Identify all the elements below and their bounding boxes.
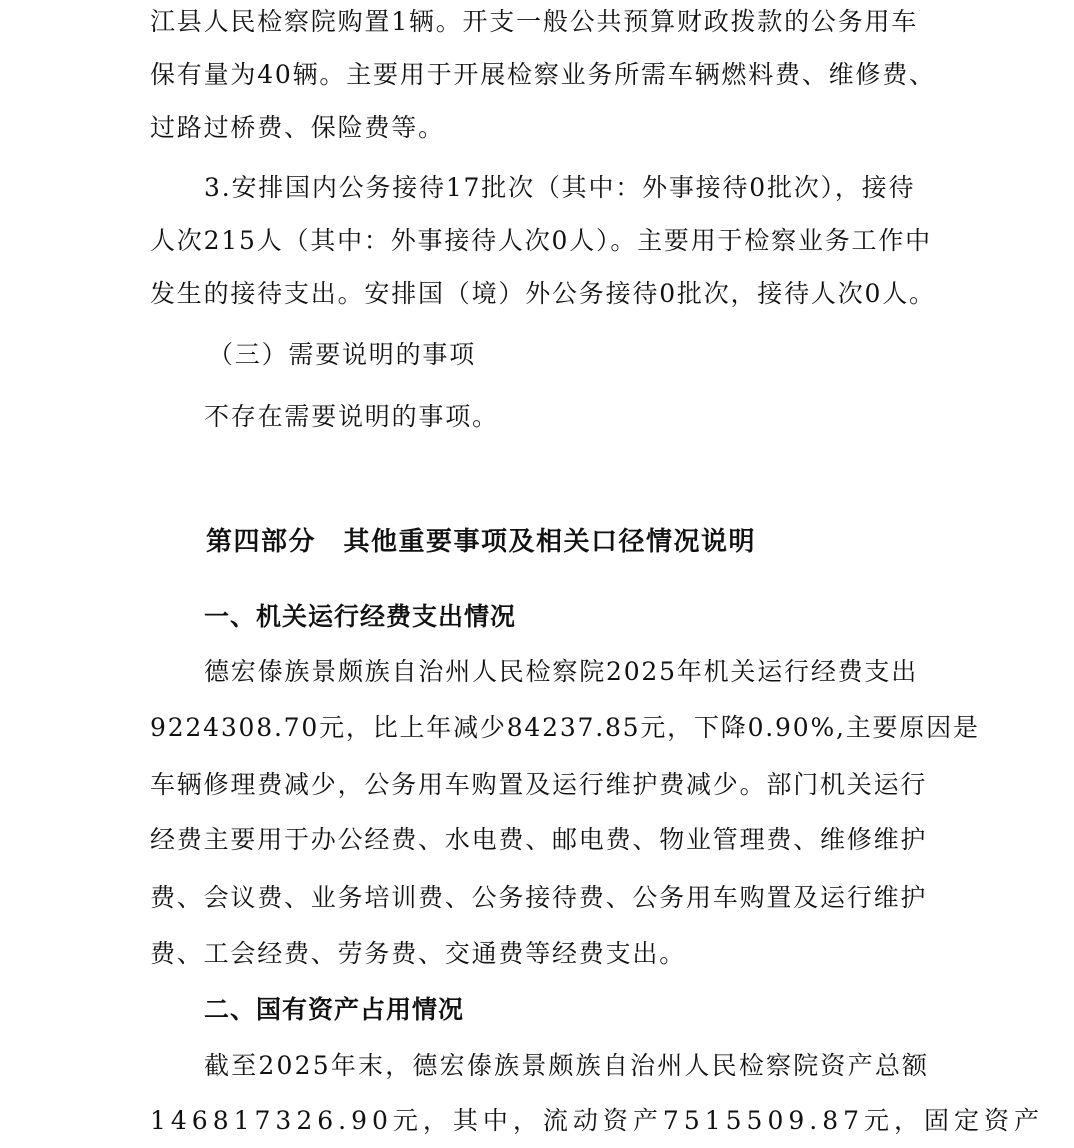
part-four-title: 第四部分 其他重要事项及相关口径情况说明 xyxy=(206,527,757,557)
section-one-line-2: 9224308.70元，比上年减少84237.85元，下降0.90%,主要原因是 xyxy=(150,713,980,742)
section-two-line-2: 146817326.90元，其中，流动资产7515509.87元，固定资产 xyxy=(150,1106,1045,1135)
section-one-line-1: 德宏傣族景颇族自治州人民检察院2025年机关运行经费支出 xyxy=(204,657,919,686)
reception-text-line-3: 发生的接待支出。安排国（境）外公务接待0批次，接待人次0人。 xyxy=(150,279,936,308)
section-two-line-1: 截至2025年末，德宏傣族景颇族自治州人民检察院资产总额 xyxy=(204,1051,930,1080)
reception-text-line-2: 人次215人（其中：外事接待人次0人）。主要用于检察业务工作中 xyxy=(150,226,932,255)
section-one-line-3: 车辆修理费减少，公务用车购置及运行维护费减少。部门机关运行 xyxy=(150,770,928,799)
car-text-line-3: 过路过桥费、保险费等。 xyxy=(150,113,445,142)
section-three-body: 不存在需要说明的事项。 xyxy=(204,402,499,431)
reception-text-line-1: 3.安排国内公务接待17批次（其中：外事接待0批次），接待 xyxy=(204,173,916,202)
section-one-line-5: 费、会议费、业务培训费、公务接待费、公务用车购置及运行维护 xyxy=(150,883,928,912)
document-page xyxy=(150,0,1045,1148)
car-text-line-2: 保有量为40辆。主要用于开展检察业务所需车辆燃料费、维修费、 xyxy=(150,60,936,89)
section-two-title: 二、国有资产占用情况 xyxy=(204,995,465,1024)
section-three-title: （三）需要说明的事项 xyxy=(208,340,477,369)
section-one-line-6: 费、工会经费、劳务费、交通费等经费支出。 xyxy=(150,939,687,968)
car-text-line-1: 江县人民检察院购置1辆。开支一般公共预算财政拨款的公务用车 xyxy=(150,7,919,36)
section-one-title: 一、机关运行经费支出情况 xyxy=(204,602,517,631)
section-one-line-4: 经费主要用于办公经费、水电费、邮电费、物业管理费、维修维护 xyxy=(150,825,928,854)
